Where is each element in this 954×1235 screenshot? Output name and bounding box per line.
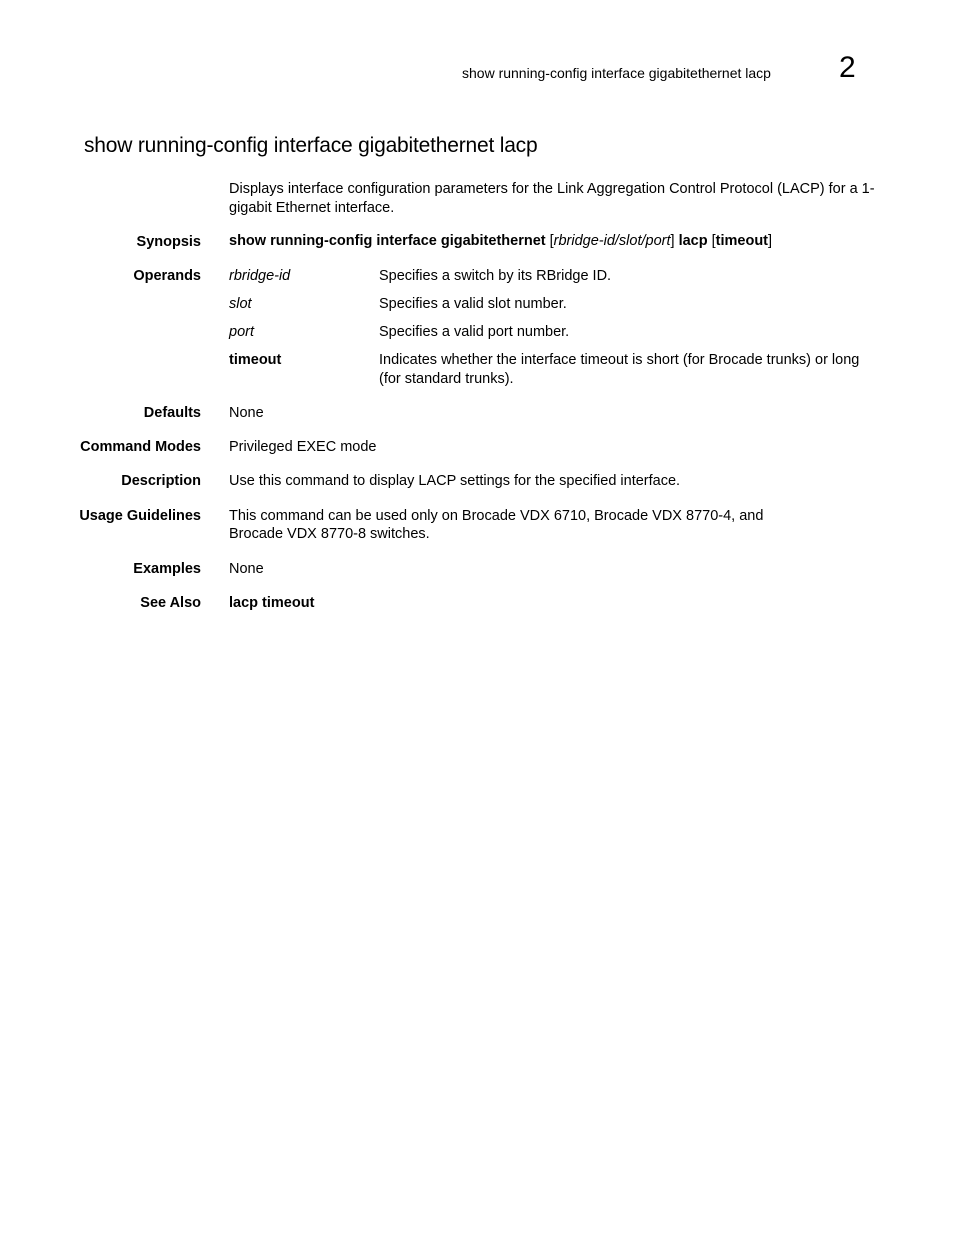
examples-label: Examples [133, 561, 201, 577]
defaults-label: Defaults [143, 405, 201, 421]
running-header: show running-config interface gigabitethernet lacp [462, 65, 771, 81]
operand-desc-port: Specifies a valid port number. [379, 324, 570, 340]
synopsis-open-bracket-2: [ [707, 233, 716, 249]
operand-name-slot: slot [229, 296, 252, 312]
synopsis-arg: rbridge-id/slot/port [553, 233, 671, 249]
synopsis-open-bracket: [ [545, 233, 554, 249]
synopsis-command: show running-config interface gigabitethernet [229, 233, 546, 249]
synopsis-close-bracket-2: ] [768, 233, 773, 249]
operand-name-port: port [229, 324, 254, 340]
operand-name-rbridge-id: rbridge-id [229, 268, 291, 284]
synopsis-keyword: lacp [678, 233, 708, 249]
page-title: show running-config interface gigabitethernet lacp [84, 134, 538, 157]
operand-desc-slot: Specifies a valid slot number. [379, 296, 567, 312]
operand-desc-rbridge-id: Specifies a switch by its RBridge ID. [379, 268, 612, 284]
operand-name-timeout: timeout [229, 352, 282, 368]
usage-guidelines-label: Usage Guidelines [79, 508, 201, 524]
command-modes-label: Command Modes [80, 439, 201, 455]
command-modes-value: Privileged EXEC mode [229, 439, 377, 455]
description-value: Use this command to display LACP settings for the specified interface. [229, 473, 681, 489]
see-also-link[interactable]: lacp timeout [229, 595, 315, 611]
synopsis-close-bracket: ] [670, 233, 679, 249]
chapter-number: 2 [839, 51, 856, 84]
operands-label: Operands [133, 268, 201, 284]
operand-desc-timeout: Indicates whether the interface timeout is short (for Brocade trunks) or long (for standard trunks). [379, 352, 860, 387]
synopsis-value [229, 232, 772, 251]
usage-guidelines-line-1: This command can be used only on Brocade VDX 6710, Brocade VDX 8770-4, and [229, 508, 764, 524]
synopsis-label: Synopsis [136, 234, 201, 250]
intro-paragraph: Displays interface configuration parameters for the Link Aggregation Control Protocol (LACP) for a 1-gigabit Ethernet interface. [229, 181, 875, 216]
defaults-value: None [229, 405, 264, 421]
usage-guidelines-line-2: Brocade VDX 8770-8 switches. [229, 526, 430, 542]
synopsis-keyword-2: timeout [715, 233, 769, 249]
examples-value: None [229, 561, 264, 577]
description-label: Description [121, 473, 201, 489]
see-also-label: See Also [140, 595, 201, 611]
